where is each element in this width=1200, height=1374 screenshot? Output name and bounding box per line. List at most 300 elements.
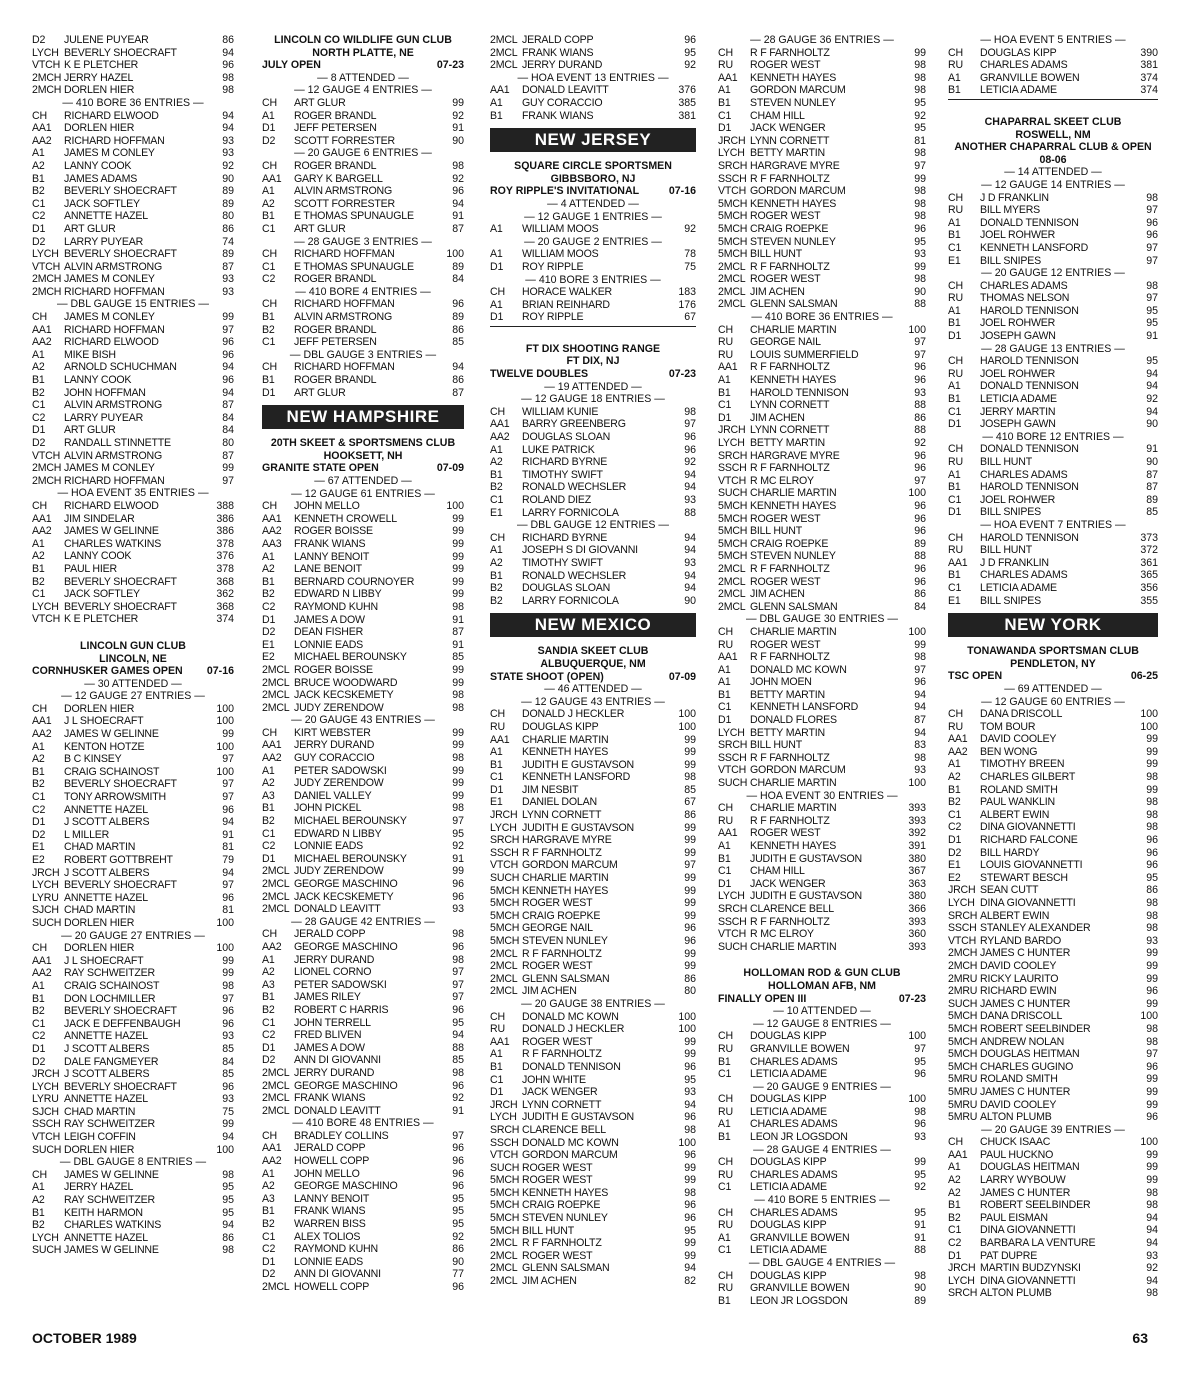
class-code: CH xyxy=(32,1168,47,1181)
shooter-name: J SCOTT ALBERS xyxy=(64,1068,150,1081)
class-code: 2MCL xyxy=(490,1275,518,1288)
result-row xyxy=(718,1244,926,1257)
class-code: SRCH xyxy=(948,1287,978,1300)
event-header: — 12 GAUGE 61 ENTRIES — xyxy=(291,487,435,500)
score: 86 xyxy=(452,1243,464,1256)
class-code: RU xyxy=(948,456,963,468)
shooter-name: DOUGLAS KIPP xyxy=(750,1156,827,1169)
score: 92 xyxy=(452,840,464,853)
score: 96 xyxy=(452,940,464,953)
result-row xyxy=(32,1018,234,1031)
event-header: — HOA EVENT 13 ENTRIES — xyxy=(517,71,669,84)
result-row xyxy=(32,198,234,211)
result-row xyxy=(32,513,234,526)
class-code: CH xyxy=(490,1010,505,1023)
score: 94 xyxy=(1146,1211,1158,1224)
class-code: 5MCH xyxy=(490,1174,520,1187)
shooter-name: L MILLER xyxy=(64,828,110,841)
class-code: CH xyxy=(262,361,277,374)
score: 94 xyxy=(222,361,234,374)
score: 81 xyxy=(914,134,926,147)
result-row xyxy=(262,651,464,664)
result-row xyxy=(32,613,234,626)
shooter-name: RONALD WECHSLER xyxy=(522,569,627,582)
shooter-name: R F FARNHOLTZ xyxy=(522,1048,602,1061)
score: 85 xyxy=(684,783,696,796)
result-row xyxy=(32,703,234,716)
score: 75 xyxy=(684,260,696,273)
score: 356 xyxy=(1140,581,1158,594)
score: 87 xyxy=(914,714,926,727)
score: 91 xyxy=(222,828,234,841)
score: 98 xyxy=(1146,1035,1158,1048)
shooter-name: CRAIG ROEPKE xyxy=(522,1199,601,1212)
result-row xyxy=(490,544,696,557)
shooter-name: SCOTT FORRESTER xyxy=(294,197,395,210)
shooter-name: ROGER BOISSE xyxy=(294,663,373,676)
shoot-title-line xyxy=(948,670,1158,683)
class-code: VTCH xyxy=(718,185,747,198)
result-row xyxy=(262,122,464,135)
score: 373 xyxy=(1140,531,1158,544)
class-code: CH xyxy=(262,248,277,261)
class-code: B1 xyxy=(948,569,961,582)
shooter-name: BILL SNIPES xyxy=(980,506,1042,519)
score: 99 xyxy=(452,676,464,689)
shooter-name: RICHARD ELWOOD xyxy=(64,499,159,512)
score: 98 xyxy=(914,84,926,97)
score: 99 xyxy=(684,1174,696,1187)
shooter-name: GUY CORACCIO xyxy=(522,96,603,109)
shooter-name: KENNETH HAYES xyxy=(750,197,837,210)
class-code: B2 xyxy=(948,1211,961,1224)
class-code: D1 xyxy=(490,783,504,796)
class-code: RU xyxy=(948,720,963,733)
score: 99 xyxy=(1146,1098,1158,1111)
shooter-name: CHARLES WATKINS xyxy=(64,537,162,550)
shooter-name: RICHARD HOFFMAN xyxy=(294,248,395,261)
shooter-name: RICHARD HOFFMAN xyxy=(64,474,165,487)
shooter-name: MICHAEL BEROUNSKY xyxy=(294,815,407,828)
shooter-name: JACK SOFTLEY xyxy=(64,588,140,601)
result-row xyxy=(262,639,464,652)
score: 93 xyxy=(222,1030,234,1043)
class-code: E1 xyxy=(948,254,961,267)
score: 96 xyxy=(222,374,234,387)
result-row xyxy=(262,979,464,992)
score: 97 xyxy=(914,336,926,349)
score: 87 xyxy=(1146,481,1158,494)
result-row xyxy=(718,135,926,148)
score: 86 xyxy=(684,972,696,985)
shooter-name: LETICIA ADAME xyxy=(980,84,1057,97)
score: 90 xyxy=(1146,418,1158,431)
result-row xyxy=(948,935,1158,948)
result-row xyxy=(718,890,926,903)
shoot-date: 07-23 xyxy=(898,992,926,1005)
result-row xyxy=(32,424,234,437)
club-heading: HOLLOMAN ROD & GUN CLUB xyxy=(743,967,901,980)
shooter-name: FRANK WIANS xyxy=(294,537,366,550)
result-row xyxy=(490,1111,696,1124)
shooter-name: DONALD TENNISON xyxy=(980,380,1079,393)
class-code: B1 xyxy=(490,569,503,582)
score: 100 xyxy=(216,916,234,929)
result-row xyxy=(948,1237,1158,1250)
shooter-name: CHARLIE MARTIN xyxy=(750,777,837,790)
class-code: VTCH xyxy=(32,59,61,72)
score: 93 xyxy=(222,285,234,298)
shooter-name: RICHARD EWIN xyxy=(980,985,1057,998)
result-row xyxy=(262,765,464,778)
result-row xyxy=(490,494,696,507)
shooter-name: LARRY FORNICOLA xyxy=(522,594,619,607)
class-code: D1 xyxy=(948,834,962,847)
spacer xyxy=(718,953,926,967)
score: 98 xyxy=(914,1269,926,1282)
class-code: B1 xyxy=(718,386,731,399)
score: 96 xyxy=(914,374,926,387)
score: 100 xyxy=(908,323,926,336)
shooter-name: ARNOLD SCHUCHMAN xyxy=(64,361,177,374)
result-row xyxy=(490,456,696,469)
shooter-name: LARRY FORNICOLA xyxy=(522,506,619,519)
score: 96 xyxy=(684,1149,696,1162)
score: 81 xyxy=(222,841,234,854)
shoot-title-line xyxy=(262,59,464,72)
result-row xyxy=(948,1099,1158,1112)
class-code: AA3 xyxy=(262,537,282,550)
class-code: C1 xyxy=(718,109,732,122)
score: 88 xyxy=(684,506,696,519)
club-heading: FT DIX SHOOTING RANGE xyxy=(525,342,661,355)
class-code: RU xyxy=(948,204,963,217)
score: 93 xyxy=(222,147,234,160)
class-code: AA1 xyxy=(262,1142,282,1155)
shooter-name: ANNETTE HAZEL xyxy=(64,210,148,223)
shooter-name: JERALD COPP xyxy=(294,1142,366,1155)
class-code: CH xyxy=(262,1129,277,1142)
event-header: — DBL GAUGE 8 ENTRIES — xyxy=(59,1156,207,1169)
result-row xyxy=(32,980,234,993)
result-row xyxy=(32,1093,234,1106)
class-code: SRCH xyxy=(718,449,748,462)
shooter-name: JACK WENGER xyxy=(750,877,826,890)
score: 97 xyxy=(222,778,234,791)
class-code: AA1 xyxy=(718,651,738,664)
result-row xyxy=(948,393,1158,406)
score: 96 xyxy=(914,449,926,462)
score: 99 xyxy=(222,462,234,475)
shooter-name: JIM ACHEN xyxy=(750,588,805,601)
event-header: — 28 GAUGE 3 ENTRIES — xyxy=(294,235,432,248)
shooter-name: STEVEN NUNLEY xyxy=(522,935,608,947)
score: 80 xyxy=(222,210,234,223)
score: 97 xyxy=(222,791,234,804)
shooter-name: BEVERLY SHOECRAFT xyxy=(64,1005,177,1018)
score: 97 xyxy=(1146,1048,1158,1061)
score: 100 xyxy=(908,487,926,500)
result-row xyxy=(948,1224,1158,1237)
score: 91 xyxy=(452,638,464,651)
class-code: A1 xyxy=(490,223,503,236)
score: 96 xyxy=(684,34,696,46)
score: 100 xyxy=(446,248,464,261)
class-code: 5MCH xyxy=(948,1022,978,1035)
score: 98 xyxy=(452,802,464,815)
class-code: 5MRU xyxy=(948,1098,978,1111)
class-code: E1 xyxy=(490,796,503,809)
score: 393 xyxy=(908,940,926,953)
class-code: AA2 xyxy=(262,752,282,765)
shooter-name: JERALD COPP xyxy=(294,928,366,941)
score: 89 xyxy=(914,537,926,550)
shooter-name: ROBERT C HARRIS xyxy=(294,1003,389,1016)
score: 92 xyxy=(452,1092,464,1105)
class-code: AA1 xyxy=(718,361,738,374)
score: 98 xyxy=(222,84,234,97)
class-code: B1 xyxy=(262,374,275,387)
result-row xyxy=(718,261,926,274)
class-code: RU xyxy=(718,1105,733,1118)
class-code: AA1 xyxy=(490,418,510,431)
shooter-name: KENNETH HAYES xyxy=(750,499,837,512)
shooter-name: JOHN WHITE xyxy=(522,1073,586,1086)
result-row xyxy=(262,1017,464,1030)
class-code: CH xyxy=(718,1156,733,1169)
score: 100 xyxy=(216,740,234,753)
class-code: D1 xyxy=(32,222,46,235)
score: 96 xyxy=(452,1180,464,1193)
score: 98 xyxy=(914,197,926,210)
result-row xyxy=(718,1118,926,1131)
result-row xyxy=(490,1237,696,1250)
result-row xyxy=(718,764,926,777)
shoot-name: ROY RIPPLE'S INVITATIONAL xyxy=(490,185,640,198)
class-code: B2 xyxy=(490,582,503,595)
class-code: JRCH xyxy=(490,1098,518,1111)
result-row xyxy=(32,374,234,387)
class-code: CH xyxy=(948,279,963,292)
result-row xyxy=(490,809,696,822)
score: 95 xyxy=(914,1168,926,1181)
score: 94 xyxy=(684,1262,696,1275)
score: 99 xyxy=(222,728,234,741)
score: 94 xyxy=(914,701,926,714)
score: 90 xyxy=(1146,456,1158,468)
score: 92 xyxy=(684,223,696,236)
shooter-name: EDWARD N LIBBY xyxy=(294,588,382,601)
score: 97 xyxy=(914,474,926,487)
class-code: CH xyxy=(948,708,963,721)
score: 93 xyxy=(684,494,696,506)
class-code: A1 xyxy=(262,1167,275,1180)
score: 95 xyxy=(1146,317,1158,330)
class-code: AA1 xyxy=(490,84,510,97)
shooter-name: JUDITH E GUSTAVSON xyxy=(522,1111,634,1124)
shooter-name: ANNETTE HAZEL xyxy=(64,1030,148,1043)
class-code: SJCH xyxy=(32,1105,59,1118)
result-row xyxy=(32,185,234,198)
shooter-name: BILL HUNT xyxy=(750,525,802,538)
shooter-name: LYNN CORNETT xyxy=(750,399,830,412)
score: 360 xyxy=(908,928,926,941)
result-row xyxy=(948,544,1158,557)
score: 94 xyxy=(222,46,234,59)
shoot-date: 07-09 xyxy=(436,462,464,475)
result-row xyxy=(948,758,1158,771)
class-code: C1 xyxy=(948,581,962,594)
result-row xyxy=(718,84,926,97)
shooter-name: R F FARNHOLTZ xyxy=(750,260,830,273)
result-row xyxy=(262,538,464,551)
score: 74 xyxy=(222,235,234,248)
result-row xyxy=(262,865,464,878)
shooter-name: DONALD LEAVITT xyxy=(522,84,609,97)
event-header: — 12 GAUGE 18 ENTRIES — xyxy=(521,393,665,406)
shooter-name: JAMES M CONLEY xyxy=(64,311,155,324)
score: 99 xyxy=(684,1237,696,1250)
score: 89 xyxy=(914,1294,926,1307)
result-row xyxy=(948,355,1158,368)
club-heading: ANOTHER CHAPARRAL CLUB & OPEN xyxy=(954,141,1152,154)
score: 99 xyxy=(914,46,926,59)
result-row xyxy=(948,255,1158,268)
result-row xyxy=(490,973,696,986)
shooter-name: CHAM HILL xyxy=(750,865,805,878)
class-code: SUCH xyxy=(718,487,748,500)
class-code: C1 xyxy=(262,336,276,349)
score: 95 xyxy=(222,1206,234,1219)
score: 98 xyxy=(1146,191,1158,204)
result-row xyxy=(718,701,926,714)
class-code: 2MCL xyxy=(490,1249,518,1262)
class-code: A2 xyxy=(948,1174,961,1187)
result-row xyxy=(262,198,464,211)
score: 97 xyxy=(914,159,926,172)
result-row xyxy=(490,1174,696,1187)
score: 94 xyxy=(684,531,696,544)
class-code: AA2 xyxy=(948,745,968,758)
result-row xyxy=(32,601,234,614)
shoot-date: 07-16 xyxy=(668,185,696,198)
score: 355 xyxy=(1140,594,1158,607)
result-row xyxy=(948,456,1158,469)
class-code: A1 xyxy=(948,216,961,229)
result-row xyxy=(948,872,1158,885)
class-code: LYCH xyxy=(32,1080,59,1093)
class-code: SUCH xyxy=(718,940,748,953)
class-code: LYCH xyxy=(718,437,745,449)
event-header: — HOA EVENT 30 ENTRIES — xyxy=(746,789,898,802)
result-row xyxy=(718,160,926,173)
score: 67 xyxy=(684,311,696,324)
result-row xyxy=(948,368,1158,381)
shooter-name: MICHAEL BEROUNSKY xyxy=(294,852,407,865)
result-row xyxy=(32,437,234,450)
class-code: RU xyxy=(490,1023,505,1036)
score: 96 xyxy=(1146,1111,1158,1124)
score: 183 xyxy=(678,286,696,299)
score: 367 xyxy=(908,865,926,878)
result-row xyxy=(948,506,1158,519)
result-row xyxy=(718,941,926,954)
event-header: — DBL GAUGE 3 ENTRIES — xyxy=(289,348,437,361)
score: 94 xyxy=(222,866,234,879)
result-row xyxy=(718,714,926,727)
score: 97 xyxy=(222,323,234,336)
shooter-name: JOEL ROHWER xyxy=(980,229,1056,242)
class-code: SSCH xyxy=(490,846,519,859)
shooter-name: WILLIAM MOOS xyxy=(522,248,599,261)
class-code: D2 xyxy=(32,34,46,46)
shoot-name: GRANITE STATE OPEN xyxy=(262,462,379,475)
class-code: 2MCL xyxy=(490,1237,518,1250)
class-code: RU xyxy=(718,1042,733,1055)
result-row xyxy=(490,1137,696,1150)
score: 98 xyxy=(1146,922,1158,935)
score: 79 xyxy=(222,854,234,866)
result-row xyxy=(718,664,926,677)
results-column-5 xyxy=(948,34,1158,1300)
score: 100 xyxy=(678,1023,696,1036)
result-row xyxy=(262,1231,464,1244)
result-row xyxy=(32,248,234,261)
class-code: B1 xyxy=(948,1199,961,1212)
result-row xyxy=(490,885,696,898)
result-row xyxy=(262,273,464,286)
result-row xyxy=(490,570,696,583)
shooter-name: HARGRAVE MYRE xyxy=(750,159,840,172)
class-code: 2MCL xyxy=(490,46,518,59)
result-row xyxy=(718,361,926,374)
result-row xyxy=(490,47,696,60)
result-row xyxy=(948,557,1158,570)
score: 97 xyxy=(222,992,234,1005)
class-code: B2 xyxy=(262,1003,275,1016)
result-row xyxy=(948,796,1158,809)
result-row xyxy=(490,759,696,772)
shooter-name: PAT DUPRE xyxy=(980,1249,1038,1262)
shooter-name: ART GLUR xyxy=(294,222,346,235)
class-code: D2 xyxy=(262,626,276,639)
result-row xyxy=(32,841,234,854)
result-row xyxy=(718,815,926,828)
shooter-name: ROGER WEST xyxy=(750,638,821,651)
result-row xyxy=(490,582,696,595)
result-row xyxy=(262,815,464,828)
class-code: SRCH xyxy=(948,909,978,922)
result-row xyxy=(718,878,926,891)
class-code: A1 xyxy=(490,443,503,456)
shooter-name: GRANVILLE BOWEN xyxy=(750,1282,850,1295)
shooter-name: LOUIS SUMMERFIELD xyxy=(750,348,859,361)
shooter-name: GARY K BARGELL xyxy=(294,172,383,185)
class-code: B2 xyxy=(490,481,503,494)
score: 96 xyxy=(452,878,464,890)
shooter-name: JOHN MELLO xyxy=(294,500,360,513)
shooter-name: CHAM HILL xyxy=(750,109,805,122)
shoot-name: JULY OPEN xyxy=(262,59,321,72)
class-code: B1 xyxy=(948,229,961,242)
result-row xyxy=(948,47,1158,60)
score: 99 xyxy=(452,764,464,777)
class-code: C1 xyxy=(718,1244,732,1257)
shoot-title-line xyxy=(490,368,696,381)
score: 86 xyxy=(222,34,234,46)
score: 96 xyxy=(452,1142,464,1155)
class-code: 2MCL xyxy=(490,947,518,960)
